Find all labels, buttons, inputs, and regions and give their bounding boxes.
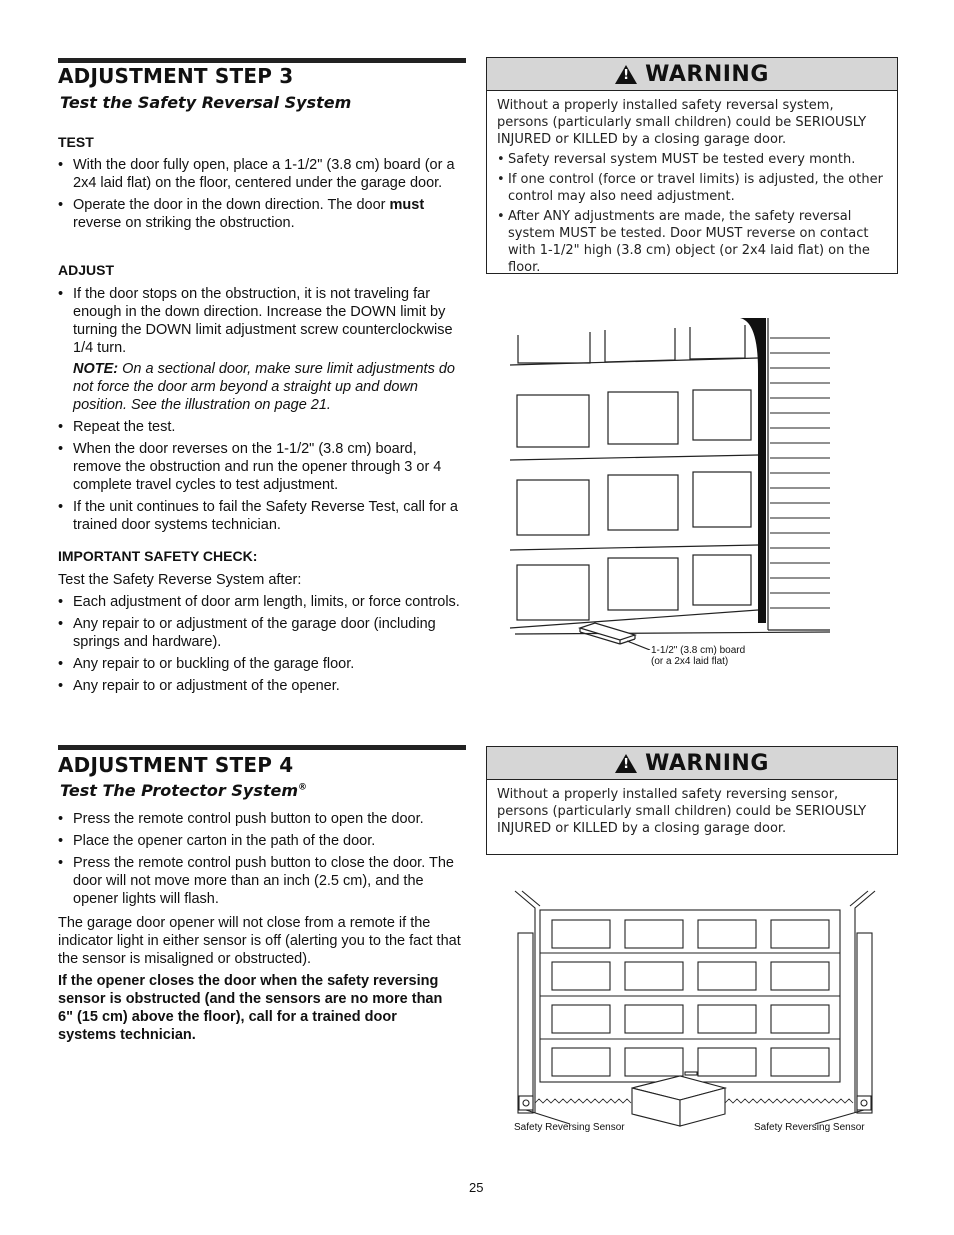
warning-intro: Without a properly installed safety reversing sensor, persons (particularly small children) could be SERIOUSLY INJURED or KILLED by a closing garage door. [497,787,867,836]
step4-subtitle: Test The Protector System® [60,781,308,800]
adjust-label: ADJUST [58,262,115,278]
sensor-label-left: Safety Reversing Sensor [514,1122,625,1133]
step4-bold-paragraph: If the opener closes the door when the safety reversing sensor is obstructed (and the sensors are no more than 6" (15 cm) above the floor), call for a trained door systems technician. [58,973,443,1043]
note-text: NOTE: On a sectional door, make sure limit adjustments do not force the door arm beyond a straight up and down position. See the illustration on page 21. [73,361,455,413]
warning-body [487,91,897,276]
warning-item: • After ANY adjustments are made, the safety reversal system MUST be tested. Door MUST reverse on contact with 1-1/2" high (3.8 cm) object (or 2x4 laid flat) on the floor. [497,208,887,276]
step4-list [58,810,463,912]
step4-item: • Press the remote control push button to open the door. [58,810,463,828]
step4-paragraph: The garage door opener will not close from a remote if the indicator light in either sensor is off (alerting you to the fact that the sensor is misaligned or obstructed). [58,915,461,967]
warning-header [487,58,897,91]
garage-door-board-illustration [500,310,840,650]
garage-door-carton-illustration [510,888,880,1128]
step3-subtitle: Test the Safety Reversal System [60,93,352,112]
warning-box-step4 [486,746,898,855]
page-number: 25 [469,1180,484,1195]
safety-list [58,593,463,699]
adjust-item: • If the door stops on the obstruction, it is not traveling far enough in the down direction. Increase the DOWN limit by turning the DOWN limit adjustment screw counterclockwise 1/4 turn. NOTE: On a sectional door, make sure limit adjustments do not force the door arm beyond a straight up and down position. See the illustration on page 21. [58,285,466,414]
warning-item: • Safety reversal system MUST be tested every month. [497,151,887,168]
warning-heading: WARNING [645,750,769,776]
warning-box-step3 [486,57,898,274]
step4-top-rule [58,745,466,750]
safety-item: • Any repair to or adjustment of the opener. [58,677,463,695]
adjust-item: • If the unit continues to fail the Safety Reverse Test, call for a trained door systems technician. [58,498,466,534]
adjust-list [58,285,466,538]
safety-item: • Each adjustment of door arm length, limits, or force controls. [58,593,463,611]
test-item: • Operate the door in the down direction. The door must reverse on striking the obstruction. [58,196,463,232]
warning-body [487,780,897,837]
test-list [58,156,463,236]
warning-header [487,747,897,780]
adjust-item: • When the door reverses on the 1-1/2" (3.8 cm) board, remove the obstruction and run the opener through 3 or 4 complete travel cycles to test adjustment. [58,440,466,494]
sensor-label-right: Safety Reversing Sensor [754,1122,865,1133]
step4-title: ADJUSTMENT STEP 4 [58,753,294,777]
step3-top-rule [58,58,466,63]
warning-intro: Without a properly installed safety reversal system, persons (particularly small children) could be SERIOUSLY INJURED or KILLED by a closing garage door. [497,98,867,147]
board-caption: 1-1/2" (3.8 cm) board (or a 2x4 laid flat) [651,645,746,667]
step4-item: • Place the opener carton in the path of the door. [58,832,463,850]
safety-intro: Test the Safety Reverse System after: [58,572,302,588]
safety-check-label: IMPORTANT SAFETY CHECK: [58,548,258,564]
test-label: TEST [58,134,94,150]
adjust-item: • Repeat the test. [58,418,466,436]
warning-item: • If one control (force or travel limits) is adjusted, the other control may also need adjustment. [497,171,887,205]
warning-triangle-icon: ! [615,65,637,84]
warning-heading: WARNING [645,61,769,87]
safety-item: • Any repair to or adjustment of the garage door (including springs and hardware). [58,615,463,651]
test-item: • With the door fully open, place a 1-1/2" (3.8 cm) board (or a 2x4 laid flat) on the floor, centered under the garage door. [58,156,463,192]
warning-triangle-icon: ! [615,754,637,773]
step3-title: ADJUSTMENT STEP 3 [58,64,294,88]
safety-item: • Any repair to or buckling of the garage floor. [58,655,463,673]
step4-item: • Press the remote control push button to close the door. The door will not move more than an inch (2.5 cm), and the opener lights will flash. [58,854,463,908]
